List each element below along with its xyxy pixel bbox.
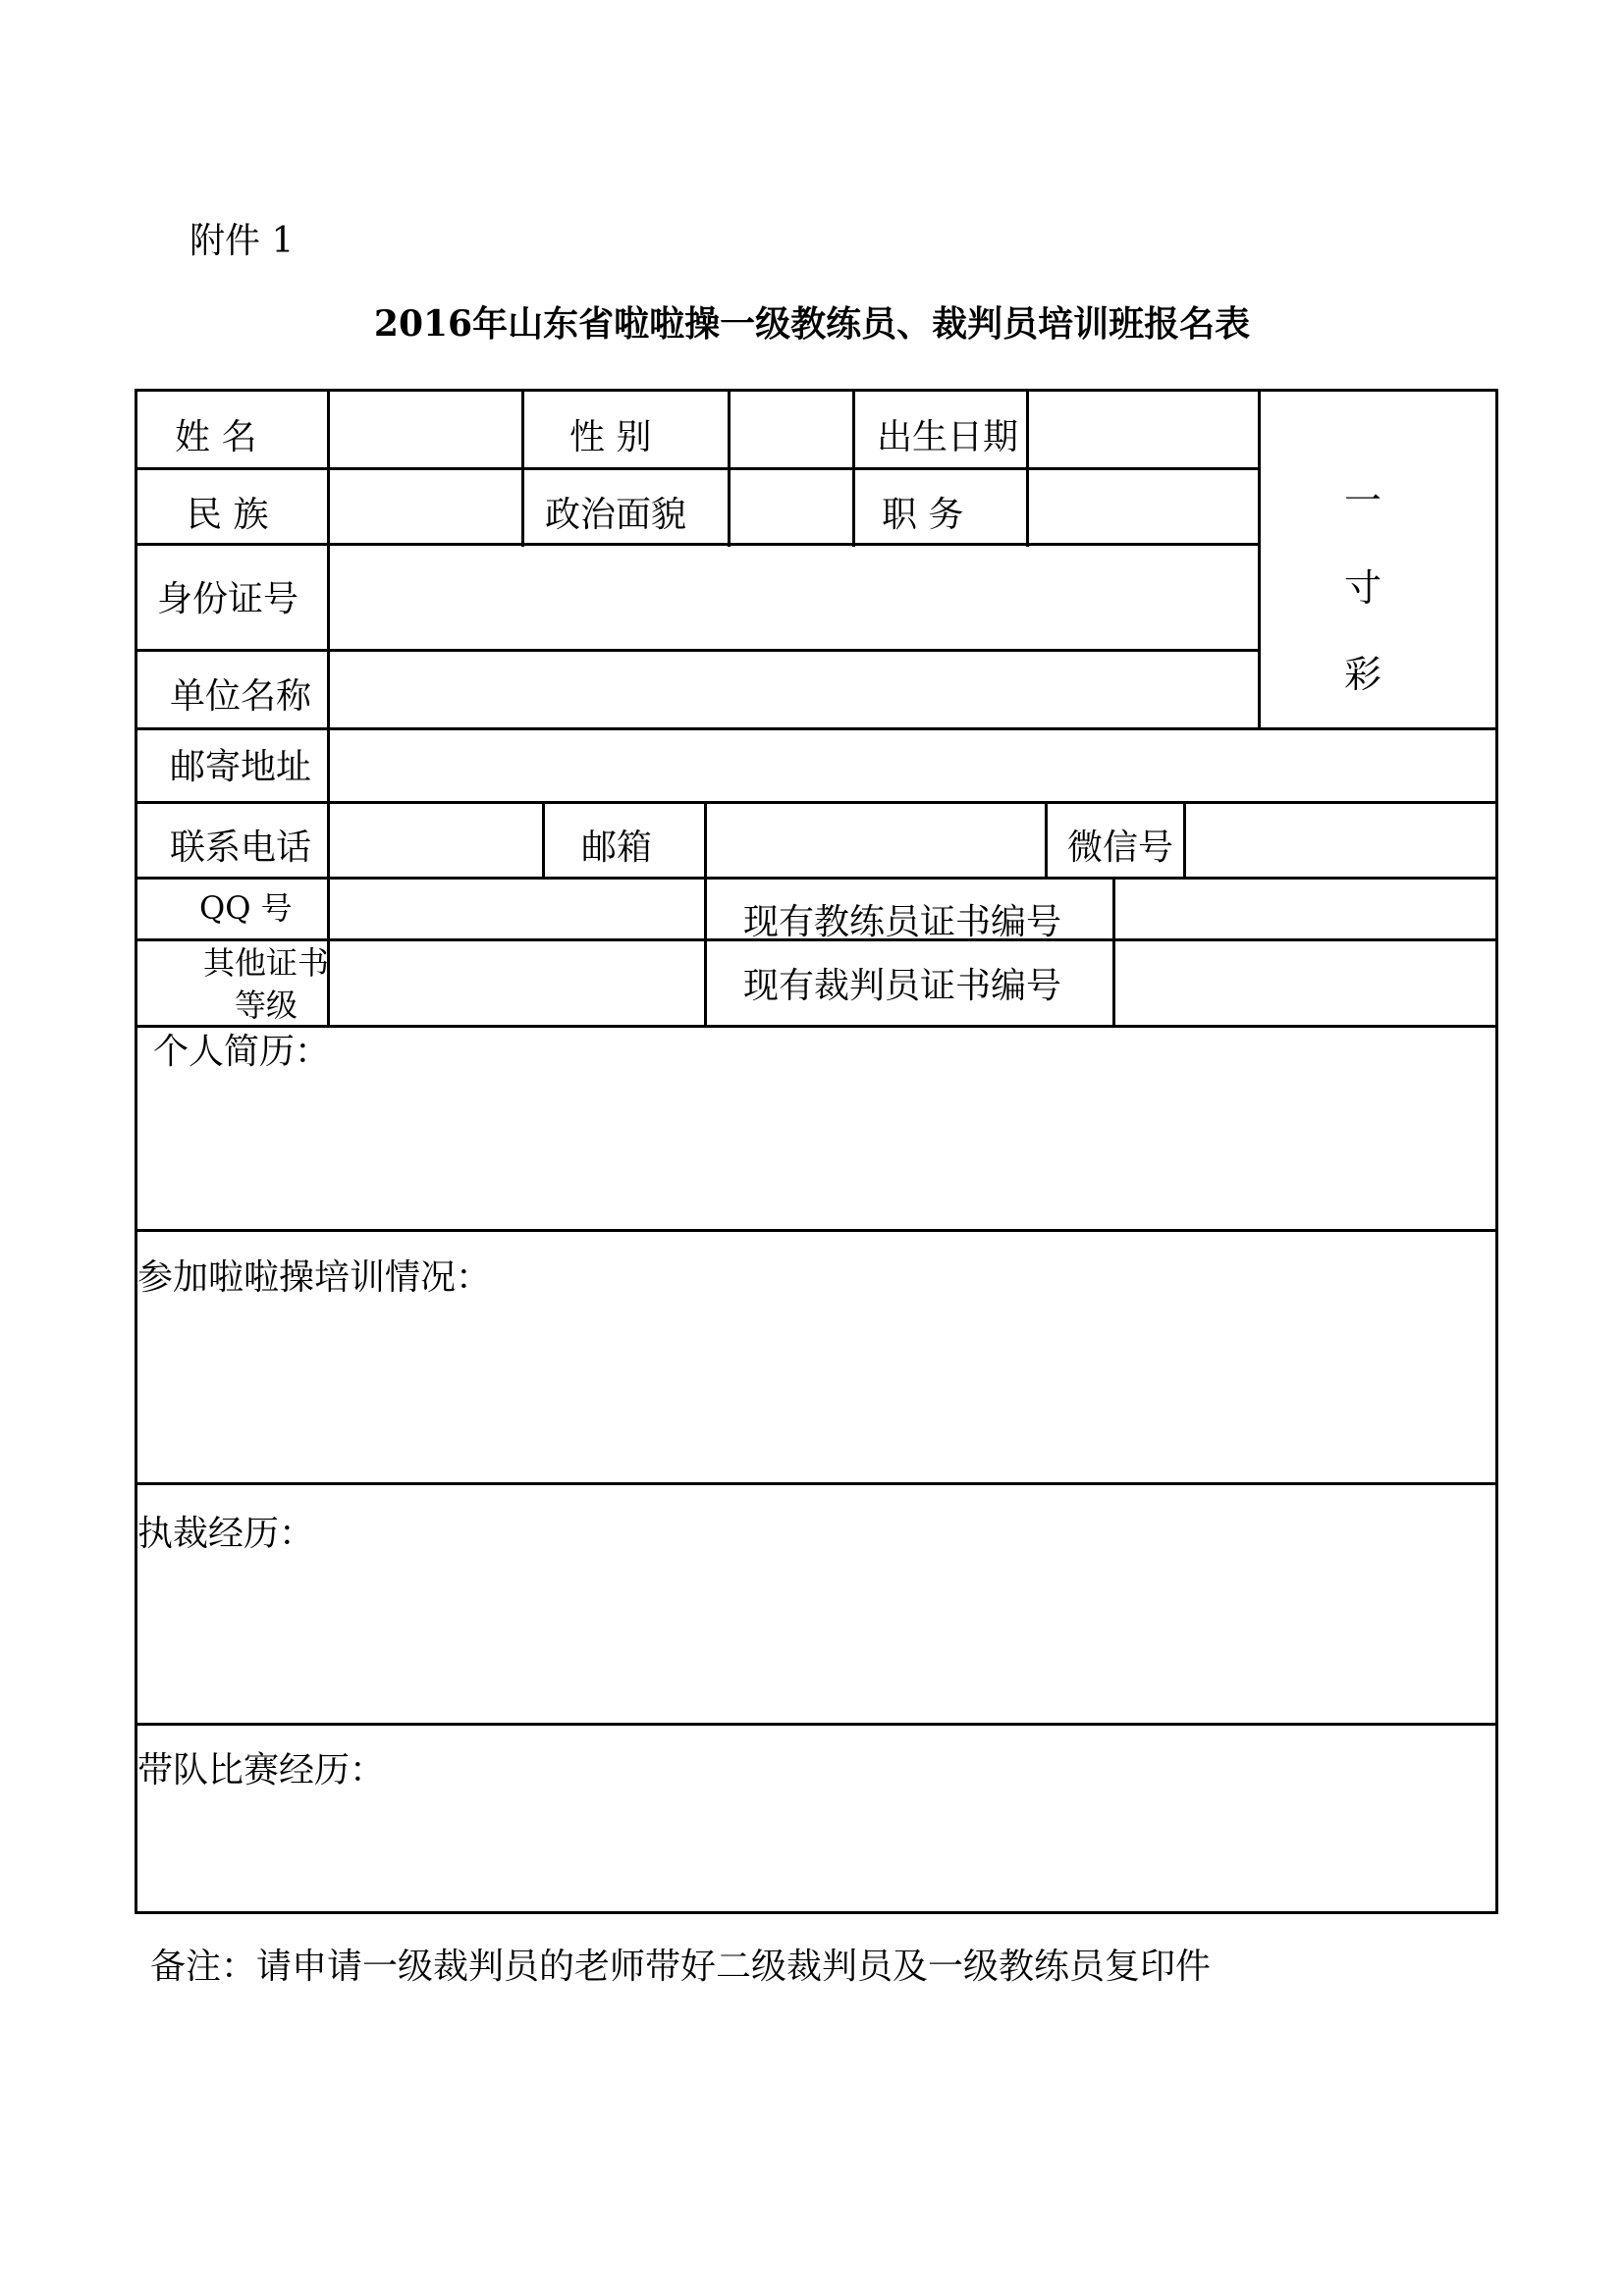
judging-field[interactable] xyxy=(137,1556,1495,1723)
photo-label-char: 彩 xyxy=(1344,653,1382,696)
training-field[interactable] xyxy=(137,1300,1495,1482)
training-label: 参加啦啦操培训情况： xyxy=(137,1257,492,1298)
phone-label: 联系电话 xyxy=(170,828,312,868)
form-title: 2016年山东省啦啦操一级教练员、裁判员培训班报名表 xyxy=(373,303,1251,345)
wechat-field[interactable] xyxy=(1186,804,1495,877)
qq-label: QQ 号 xyxy=(199,889,293,927)
id-number-field[interactable] xyxy=(330,546,1258,649)
mailing-address-field[interactable] xyxy=(330,730,1495,801)
gender-label: 性 别 xyxy=(569,417,652,457)
attachment-label: 附件 1 xyxy=(189,221,295,261)
qq-field[interactable] xyxy=(330,880,704,938)
referee-cert-label: 现有裁判员证书编号 xyxy=(743,966,1062,1006)
other-cert-label: 其他证书 xyxy=(203,944,330,982)
name-field[interactable] xyxy=(330,392,521,467)
team-competition-field[interactable] xyxy=(137,1792,1495,1911)
political-status-label: 政治面貌 xyxy=(545,495,687,535)
birth-date-label: 出生日期 xyxy=(877,417,1019,457)
work-unit-field[interactable] xyxy=(330,652,1258,727)
coach-cert-field[interactable] xyxy=(1115,880,1495,938)
gender-field[interactable] xyxy=(731,392,852,467)
coach-cert-label: 现有教练员证书编号 xyxy=(743,902,1062,942)
position-label: 职 务 xyxy=(882,495,964,535)
other-cert-field[interactable] xyxy=(330,941,704,1025)
email-label: 邮箱 xyxy=(581,828,653,868)
photo-label-char: 一 xyxy=(1344,479,1382,522)
judging-label: 执裁经历： xyxy=(137,1514,315,1554)
id-number-label: 身份证号 xyxy=(157,579,299,619)
other-cert-label-line2: 等级 xyxy=(235,987,298,1024)
resume-label: 个人简历： xyxy=(153,1032,331,1072)
work-unit-label: 单位名称 xyxy=(170,676,312,717)
wechat-label: 微信号 xyxy=(1067,828,1174,868)
referee-cert-field[interactable] xyxy=(1115,941,1495,1025)
team-competition-label: 带队比赛经历： xyxy=(137,1750,386,1790)
mailing-address-label: 邮寄地址 xyxy=(170,747,312,787)
ethnicity-field[interactable] xyxy=(330,470,521,543)
birth-date-field[interactable] xyxy=(1029,392,1258,467)
ethnicity-label: 民 族 xyxy=(187,495,269,535)
name-label: 姓 名 xyxy=(175,417,257,457)
phone-field[interactable] xyxy=(330,804,542,877)
position-field[interactable] xyxy=(1029,470,1258,543)
photo-label-char: 寸 xyxy=(1344,566,1382,610)
footnote: 备注：请申请一级裁判员的老师带好二级裁判员及一级教练员复印件 xyxy=(150,1947,1212,1987)
email-field[interactable] xyxy=(707,804,1045,877)
resume-field[interactable] xyxy=(137,1074,1495,1229)
political-status-field[interactable] xyxy=(731,470,852,543)
